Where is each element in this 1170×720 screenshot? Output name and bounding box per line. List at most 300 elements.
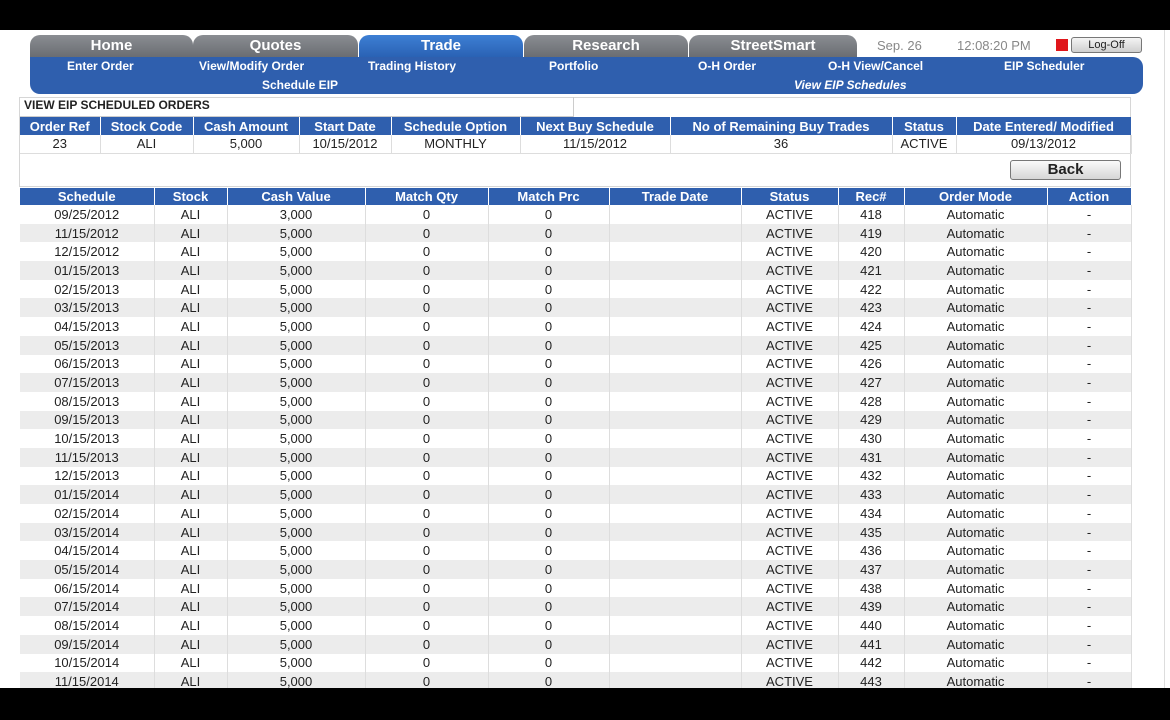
cell: 09/13/2012 (956, 135, 1131, 153)
cell-action: - (1047, 597, 1131, 616)
nav-enter-order[interactable]: Enter Order (67, 59, 134, 73)
cell-match-prc: 0 (488, 317, 609, 336)
nav-oh-order[interactable]: O-H Order (698, 59, 757, 73)
cell-match-qty: 0 (365, 541, 488, 560)
page-title: VIEW EIP SCHEDULED ORDERS (24, 98, 210, 112)
cell-action: - (1047, 411, 1131, 430)
title-separator (573, 97, 574, 117)
cell-order-mode: Automatic (904, 597, 1047, 616)
cell-cash-value: 5,000 (227, 336, 365, 355)
cell-schedule-date: 11/15/2013 (20, 448, 154, 467)
window-edge (1164, 30, 1170, 688)
col-header: Status (741, 188, 838, 205)
cell: ACTIVE (892, 135, 956, 153)
cell-schedule-date: 10/15/2013 (20, 429, 154, 448)
cell-match-qty: 0 (365, 635, 488, 654)
main-tabs (30, 35, 860, 57)
cell-action: - (1047, 280, 1131, 299)
cell-order-mode: Automatic (904, 280, 1047, 299)
cell-stock: ALI (154, 654, 227, 673)
col-header: Order Mode (904, 188, 1047, 205)
cell-rec-number: 442 (838, 654, 904, 673)
cell-schedule-date: 08/15/2013 (20, 392, 154, 411)
cell: 10/15/2012 (299, 135, 391, 153)
cell-trade-date (609, 224, 741, 243)
cell-action: - (1047, 560, 1131, 579)
cell-match-prc: 0 (488, 467, 609, 486)
cell-match-prc: 0 (488, 485, 609, 504)
cell-schedule-date: 09/15/2013 (20, 411, 154, 430)
table-row (20, 317, 1131, 336)
cell-order-mode: Automatic (904, 635, 1047, 654)
cell-match-qty: 0 (365, 579, 488, 598)
cell-status: ACTIVE (741, 654, 838, 673)
cell-cash-value: 5,000 (227, 560, 365, 579)
cell-trade-date (609, 523, 741, 542)
cell-rec-number: 418 (838, 205, 904, 224)
cell-cash-value: 5,000 (227, 429, 365, 448)
cell: MONTHLY (391, 135, 520, 153)
col-header: Schedule (20, 188, 154, 205)
cell-cash-value: 5,000 (227, 298, 365, 317)
cell-cash-value: 5,000 (227, 392, 365, 411)
nav-oh-view-cancel[interactable]: O-H View/Cancel (828, 59, 924, 73)
cell-cash-value: 5,000 (227, 373, 365, 392)
cell-cash-value: 5,000 (227, 672, 365, 688)
app-screen (0, 30, 1170, 688)
cell-cash-value: 5,000 (227, 224, 365, 243)
cell-match-prc: 0 (488, 298, 609, 317)
cell-cash-value: 5,000 (227, 411, 365, 430)
cell-status: ACTIVE (741, 635, 838, 654)
tab-research[interactable]: Research (524, 35, 688, 57)
cell-action: - (1047, 616, 1131, 635)
nav-eip-scheduler[interactable]: EIP Scheduler (1004, 59, 1085, 73)
cell-match-prc: 0 (488, 336, 609, 355)
cell-stock: ALI (154, 261, 227, 280)
col-header: Status (892, 117, 956, 135)
cell-match-qty: 0 (365, 448, 488, 467)
cell-status: ACTIVE (741, 392, 838, 411)
table-row (20, 654, 1131, 673)
cell-cash-value: 5,000 (227, 261, 365, 280)
cell-schedule-date: 08/15/2014 (20, 616, 154, 635)
table-row (20, 672, 1131, 688)
cell-trade-date (609, 205, 741, 224)
cell-stock: ALI (154, 467, 227, 486)
cell-match-prc: 0 (488, 224, 609, 243)
cell-stock: ALI (154, 672, 227, 688)
col-header: Date Entered/ Modified (956, 117, 1131, 135)
cell-match-qty: 0 (365, 597, 488, 616)
cell-match-prc: 0 (488, 242, 609, 261)
cell-schedule-date: 05/15/2014 (20, 560, 154, 579)
cell-action: - (1047, 672, 1131, 688)
cell-stock: ALI (154, 560, 227, 579)
cell-stock: ALI (154, 392, 227, 411)
cell-match-qty: 0 (365, 317, 488, 336)
col-header: Order Ref (20, 117, 100, 135)
cell-schedule-date: 04/15/2014 (20, 541, 154, 560)
cell-match-prc: 0 (488, 635, 609, 654)
cell-order-mode: Automatic (904, 560, 1047, 579)
cell-action: - (1047, 523, 1131, 542)
cell-status: ACTIVE (741, 448, 838, 467)
schedule-table (20, 188, 1132, 688)
nav-portfolio[interactable]: Portfolio (549, 59, 599, 73)
cell-trade-date (609, 373, 741, 392)
cell-order-mode: Automatic (904, 616, 1047, 635)
cell-status: ACTIVE (741, 224, 838, 243)
cell-match-qty: 0 (365, 205, 488, 224)
cell-trade-date (609, 242, 741, 261)
cell-schedule-date: 02/15/2014 (20, 504, 154, 523)
cell-stock: ALI (154, 336, 227, 355)
cell-stock: ALI (154, 541, 227, 560)
cell-schedule-date: 06/15/2014 (20, 579, 154, 598)
cell-action: - (1047, 298, 1131, 317)
cell-status: ACTIVE (741, 523, 838, 542)
table-row (20, 373, 1131, 392)
col-header: Schedule Option (391, 117, 520, 135)
cell-rec-number: 433 (838, 485, 904, 504)
cell-rec-number: 426 (838, 355, 904, 374)
cell-action: - (1047, 205, 1131, 224)
cell-trade-date (609, 560, 741, 579)
cell-action: - (1047, 504, 1131, 523)
cell-status: ACTIVE (741, 597, 838, 616)
cell-match-prc: 0 (488, 205, 609, 224)
cell-match-prc: 0 (488, 597, 609, 616)
cell-match-prc: 0 (488, 411, 609, 430)
cell-rec-number: 436 (838, 541, 904, 560)
cell-trade-date (609, 485, 741, 504)
table-row (20, 635, 1131, 654)
cell-trade-date (609, 392, 741, 411)
cell-stock: ALI (154, 280, 227, 299)
cell-status: ACTIVE (741, 616, 838, 635)
cell-schedule-date: 03/15/2013 (20, 298, 154, 317)
cell-schedule-date: 05/15/2013 (20, 336, 154, 355)
cell-action: - (1047, 224, 1131, 243)
table-row (20, 523, 1131, 542)
cell-status: ACTIVE (741, 541, 838, 560)
cell-status: ACTIVE (741, 560, 838, 579)
cell-match-prc: 0 (488, 523, 609, 542)
nav-trading-history[interactable]: Trading History (368, 59, 457, 73)
cell-status: ACTIVE (741, 504, 838, 523)
col-header: Cash Value (227, 188, 365, 205)
cell-rec-number: 435 (838, 523, 904, 542)
cell-action: - (1047, 448, 1131, 467)
cell-schedule-date: 12/15/2012 (20, 242, 154, 261)
cell-status: ACTIVE (741, 298, 838, 317)
cell-order-mode: Automatic (904, 373, 1047, 392)
tab-home[interactable]: Home (30, 35, 193, 57)
cell-cash-value: 5,000 (227, 504, 365, 523)
table-row (20, 224, 1131, 243)
cell-match-qty: 0 (365, 560, 488, 579)
cell-trade-date (609, 411, 741, 430)
cell-status: ACTIVE (741, 336, 838, 355)
cell: 23 (20, 135, 100, 153)
cell-rec-number: 443 (838, 672, 904, 688)
cell-order-mode: Automatic (904, 411, 1047, 430)
cell-match-prc: 0 (488, 448, 609, 467)
cell-status: ACTIVE (741, 261, 838, 280)
cell-order-mode: Automatic (904, 429, 1047, 448)
cell-match-prc: 0 (488, 560, 609, 579)
cell-match-qty: 0 (365, 261, 488, 280)
cell-match-prc: 0 (488, 280, 609, 299)
table-row (20, 298, 1131, 317)
cell-cash-value: 5,000 (227, 654, 365, 673)
cell-stock: ALI (154, 242, 227, 261)
cell-trade-date (609, 635, 741, 654)
cell-match-prc: 0 (488, 672, 609, 688)
cell-status: ACTIVE (741, 467, 838, 486)
cell-trade-date (609, 616, 741, 635)
nav-view-eip-schedules[interactable]: View EIP Schedules (794, 78, 907, 92)
cell-match-qty: 0 (365, 242, 488, 261)
nav-view-modify-order[interactable]: View/Modify Order (199, 59, 305, 73)
cell-order-mode: Automatic (904, 205, 1047, 224)
cell-schedule-date: 06/15/2013 (20, 355, 154, 374)
col-header: Next Buy Schedule (520, 117, 670, 135)
cell-schedule-date: 01/15/2013 (20, 261, 154, 280)
table-row (20, 467, 1131, 486)
cell-trade-date (609, 280, 741, 299)
cell-order-mode: Automatic (904, 523, 1047, 542)
cell-match-qty: 0 (365, 429, 488, 448)
cell-match-prc: 0 (488, 579, 609, 598)
cell-schedule-date: 03/15/2014 (20, 523, 154, 542)
cell-trade-date (609, 597, 741, 616)
cell-order-mode: Automatic (904, 579, 1047, 598)
cell-match-qty: 0 (365, 411, 488, 430)
col-header: Cash Amount (193, 117, 299, 135)
cell-cash-value: 5,000 (227, 355, 365, 374)
cell-trade-date (609, 448, 741, 467)
logoff-button[interactable]: Log-Off (1071, 37, 1142, 53)
cell-match-qty: 0 (365, 467, 488, 486)
cell-schedule-date: 11/15/2012 (20, 224, 154, 243)
cell-trade-date (609, 467, 741, 486)
cell-trade-date (609, 579, 741, 598)
cell-action: - (1047, 392, 1131, 411)
cell-rec-number: 420 (838, 242, 904, 261)
tab-quotes[interactable]: Quotes (193, 35, 358, 57)
sub-navigation (30, 57, 1143, 94)
table-row (20, 355, 1131, 374)
cell-cash-value: 5,000 (227, 635, 365, 654)
table-row (20, 336, 1131, 355)
cell-order-mode: Automatic (904, 242, 1047, 261)
cell-trade-date (609, 504, 741, 523)
cell-rec-number: 434 (838, 504, 904, 523)
cell-action: - (1047, 654, 1131, 673)
nav-schedule-eip[interactable]: Schedule EIP (262, 78, 339, 92)
cell-action: - (1047, 242, 1131, 261)
summary-table (20, 117, 1132, 154)
summary-header-row (20, 117, 1131, 135)
cell-stock: ALI (154, 616, 227, 635)
cell-status: ACTIVE (741, 411, 838, 430)
cell-rec-number: 429 (838, 411, 904, 430)
cell-cash-value: 5,000 (227, 317, 365, 336)
cell-action: - (1047, 485, 1131, 504)
tab-streetsmart[interactable]: StreetSmart (689, 35, 857, 57)
cell-order-mode: Automatic (904, 317, 1047, 336)
cell-stock: ALI (154, 411, 227, 430)
cell-rec-number: 432 (838, 467, 904, 486)
cell-cash-value: 3,000 (227, 205, 365, 224)
cell-match-prc: 0 (488, 429, 609, 448)
cell: 36 (670, 135, 892, 153)
cell-order-mode: Automatic (904, 261, 1047, 280)
cell-rec-number: 430 (838, 429, 904, 448)
cell-stock: ALI (154, 448, 227, 467)
cell-order-mode: Automatic (904, 504, 1047, 523)
cell-order-mode: Automatic (904, 485, 1047, 504)
cell-rec-number: 422 (838, 280, 904, 299)
cell-rec-number: 419 (838, 224, 904, 243)
cell-order-mode: Automatic (904, 355, 1047, 374)
cell-action: - (1047, 261, 1131, 280)
summary-row (20, 135, 1131, 153)
cell-rec-number: 437 (838, 560, 904, 579)
table-row (20, 242, 1131, 261)
table-row (20, 392, 1131, 411)
cell-cash-value: 5,000 (227, 448, 365, 467)
cell-status: ACTIVE (741, 280, 838, 299)
col-header: Action (1047, 188, 1131, 205)
cell-schedule-date: 12/15/2013 (20, 467, 154, 486)
cell-rec-number: 428 (838, 392, 904, 411)
cell-rec-number: 439 (838, 597, 904, 616)
cell-match-prc: 0 (488, 504, 609, 523)
cell-status: ACTIVE (741, 355, 838, 374)
current-time: 12:08:20 PM (957, 38, 1031, 53)
tab-trade[interactable]: Trade (359, 35, 523, 57)
cell-match-qty: 0 (365, 224, 488, 243)
cell-trade-date (609, 541, 741, 560)
cell-action: - (1047, 373, 1131, 392)
cell-order-mode: Automatic (904, 392, 1047, 411)
col-header: Match Prc (488, 188, 609, 205)
cell-trade-date (609, 298, 741, 317)
cell-match-qty: 0 (365, 392, 488, 411)
col-header: Stock Code (100, 117, 193, 135)
cell-match-qty: 0 (365, 523, 488, 542)
cell-action: - (1047, 635, 1131, 654)
cell: 5,000 (193, 135, 299, 153)
cell-schedule-date: 09/15/2014 (20, 635, 154, 654)
cell-cash-value: 5,000 (227, 280, 365, 299)
cell-cash-value: 5,000 (227, 579, 365, 598)
cell-stock: ALI (154, 635, 227, 654)
table-row (20, 411, 1131, 430)
table-row (20, 560, 1131, 579)
cell-stock: ALI (154, 504, 227, 523)
cell-trade-date (609, 672, 741, 688)
table-row (20, 616, 1131, 635)
cell-stock: ALI (154, 205, 227, 224)
cell-schedule-date: 09/25/2012 (20, 205, 154, 224)
table-row (20, 448, 1131, 467)
cell-stock: ALI (154, 485, 227, 504)
cell-order-mode: Automatic (904, 467, 1047, 486)
cell-order-mode: Automatic (904, 654, 1047, 673)
status-flag-icon (1056, 39, 1068, 51)
cell-rec-number: 424 (838, 317, 904, 336)
cell-status: ACTIVE (741, 579, 838, 598)
cell-stock: ALI (154, 373, 227, 392)
cell-schedule-date: 11/15/2014 (20, 672, 154, 688)
cell-order-mode: Automatic (904, 336, 1047, 355)
table-row (20, 261, 1131, 280)
cell-match-qty: 0 (365, 654, 488, 673)
cell-match-qty: 0 (365, 355, 488, 374)
table-row (20, 280, 1131, 299)
cell: ALI (100, 135, 193, 153)
cell-action: - (1047, 467, 1131, 486)
cell-schedule-date: 01/15/2014 (20, 485, 154, 504)
cell-action: - (1047, 355, 1131, 374)
cell-cash-value: 5,000 (227, 597, 365, 616)
cell-stock: ALI (154, 298, 227, 317)
cell-order-mode: Automatic (904, 298, 1047, 317)
cell-cash-value: 5,000 (227, 467, 365, 486)
cell-match-prc: 0 (488, 616, 609, 635)
col-header: Start Date (299, 117, 391, 135)
cell-order-mode: Automatic (904, 224, 1047, 243)
table-row (20, 579, 1131, 598)
cell-match-qty: 0 (365, 616, 488, 635)
cell-schedule-date: 07/15/2013 (20, 373, 154, 392)
cell-action: - (1047, 317, 1131, 336)
cell-status: ACTIVE (741, 485, 838, 504)
table-row (20, 205, 1131, 224)
cell-stock: ALI (154, 355, 227, 374)
cell-status: ACTIVE (741, 205, 838, 224)
cell-trade-date (609, 355, 741, 374)
cell-trade-date (609, 317, 741, 336)
cell-rec-number: 421 (838, 261, 904, 280)
cell-stock: ALI (154, 597, 227, 616)
cell-trade-date (609, 429, 741, 448)
cell-cash-value: 5,000 (227, 616, 365, 635)
cell-status: ACTIVE (741, 429, 838, 448)
cell-rec-number: 423 (838, 298, 904, 317)
cell-cash-value: 5,000 (227, 242, 365, 261)
cell-match-prc: 0 (488, 392, 609, 411)
cell-action: - (1047, 579, 1131, 598)
cell-action: - (1047, 429, 1131, 448)
col-header: Trade Date (609, 188, 741, 205)
table-row (20, 485, 1131, 504)
cell-status: ACTIVE (741, 672, 838, 688)
cell-schedule-date: 07/15/2014 (20, 597, 154, 616)
cell-status: ACTIVE (741, 317, 838, 336)
cell-match-qty: 0 (365, 672, 488, 688)
col-header: Stock (154, 188, 227, 205)
cell-stock: ALI (154, 523, 227, 542)
back-button[interactable]: Back (1010, 160, 1121, 180)
cell-schedule-date: 10/15/2014 (20, 654, 154, 673)
cell-cash-value: 5,000 (227, 541, 365, 560)
table-header-row (20, 188, 1131, 205)
